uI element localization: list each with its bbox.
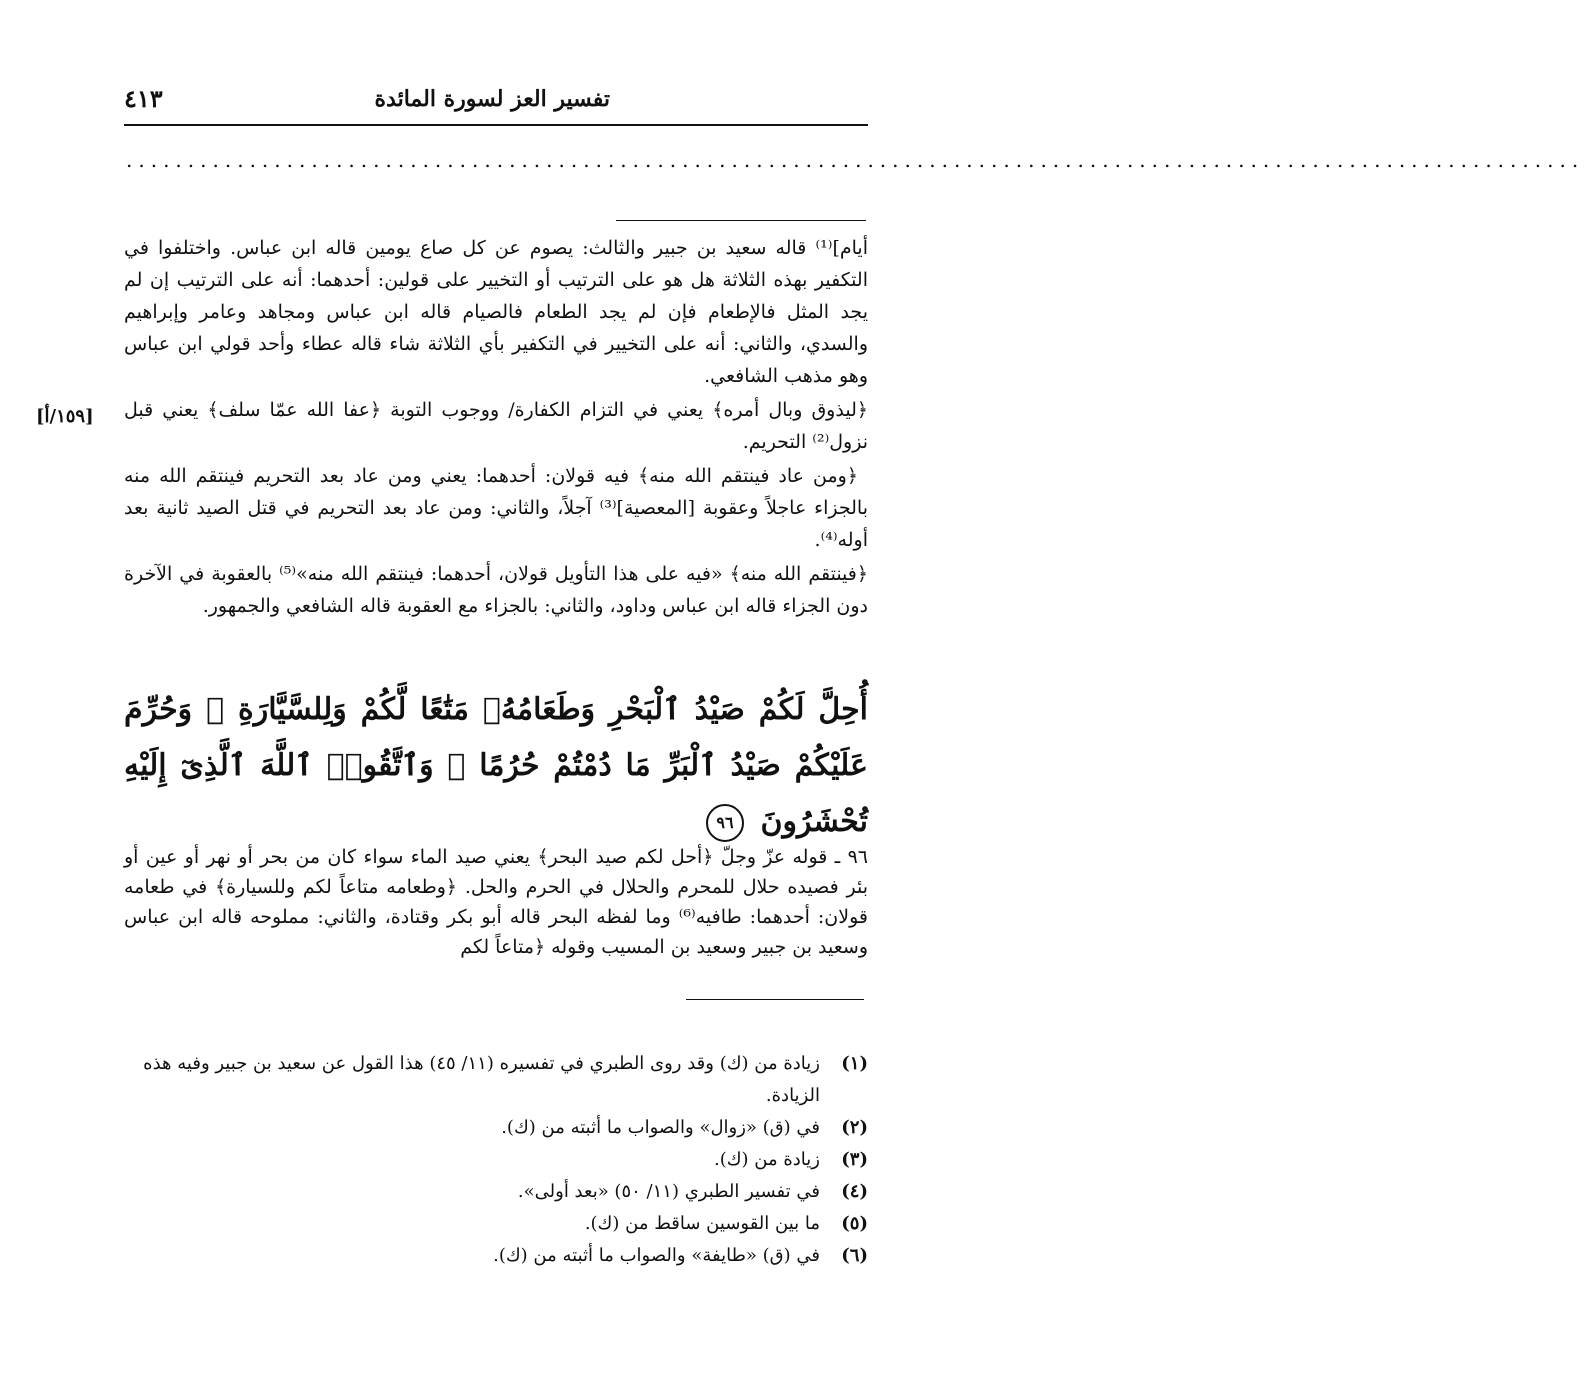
- paragraph: ﴿ليذوق وبال أمره﴾ يعني في التزام الكفارة/ ووجوب التوبة ﴿عفا الله عمّا سلف﴾ يعني قبل نزول⁽²⁾ التحريم.: [124, 399, 868, 453]
- footnote: [124, 1048, 868, 1112]
- footnote: [124, 1240, 868, 1272]
- footnote: [124, 1176, 868, 1208]
- footnote: [124, 1112, 868, 1144]
- paragraph: ﴿فينتقم الله منه﴾ «فيه على هذا التأويل قولان، أحدهما: فينتقم الله منه»⁽⁵⁾ بالعقوبة في الآخرة دون الجزاء قاله ابن عباس وداود، والثاني: بالجزاء مع العقوبة قاله الشافعي والجمهور.: [124, 563, 868, 617]
- paragraph: ﴿ومن عاد فينتقم الله منه﴾ فيه قولان: أحدهما: يعني ومن عاد بعد التحريم فينتقم الله منه بالجزاء عاجلاً وعقوبة [المعصية]⁽³⁾ آجلاً، والثاني: ومن عاد بعد التحريم في قتل الصيد ثانية بعد أوله⁽⁴⁾.: [124, 465, 868, 551]
- footnote: [124, 1144, 868, 1176]
- footnote-text: في (ق) «زوال» والصواب ما أثبته من (ك).: [501, 1117, 820, 1138]
- verse-commentary: ٩٦ ـ قوله عزّ وجلّ ﴿أحل لكم صيد البحر﴾ يعني صيد الماء سواء كان من بحر أو نهر أو عين أو بئر فصيده حلال للمحرم والحلال في الحرم والحل. ﴿وطعامه متاعاً لكم وللسيارة﴾ في طعامه قولان: أحدهما: طافيه⁽⁶⁾ وما لفظه البحر قاله أبو بكر وقتادة، والثاني: مملوحه قاله ابن عباس وسعيد بن جبير وسعيد بن المسيب وقوله ﴿متاعاً لكم: [124, 846, 868, 958]
- page-header: [124, 86, 868, 116]
- footnote-number: (٤): [841, 1181, 868, 1202]
- paragraph: أيام]⁽¹⁾ قاله سعيد بن جبير والثالث: يصوم عن كل صاع يومين قاله ابن عباس. واختلفوا في التكفير بهذه الثلاثة هل هو على الترتيب أو التخيير على قولين: أحدهما: أنه على الترتيب إن لم يجد المثل فالإطعام فإن لم يجد الطعام فالصيام قاله ابن عباس ومجاهد وعامر وإبراهيم والسدي، والثاني: أنه على التخيير في التكفير بأي الثلاثة شاء قاله عطاء وأحد قولي ابن عباس وهو مذهب الشافعي.: [124, 237, 868, 387]
- verse-text: أُحِلَّ لَكُمْ صَيْدُ ٱلْبَحْرِ وَطَعَامُهُۥ مَتَٰعًا لَّكُمْ وَلِلسَّيَّارَةِ ۖ وَحُرِّمَ عَلَيْكُمْ صَيْدُ ٱلْبَرِّ مَا دُمْتُمْ حُرُمًا ۗ وَٱتَّقُوا۟ ٱللَّهَ ٱلَّذِىٓ إِلَيْهِ تُحْشَرُونَ: [124, 692, 868, 839]
- continuation-rule: [616, 220, 866, 221]
- footnote: [124, 1208, 868, 1240]
- footnote-rule: [686, 999, 864, 1000]
- footnote-text: في تفسير الطبري (١١/ ٥٠) «بعد أولى».: [517, 1181, 820, 1202]
- main-text: [124, 232, 868, 624]
- footnote-text: زيادة من (ك) وقد روى الطبري في تفسيره (١١/ ٤٥) هذا القول عن سعيد بن جبير وفيه هذه الزيادة.: [143, 1053, 820, 1106]
- quran-verse: [124, 682, 868, 850]
- footnote-number: (٦): [841, 1245, 868, 1266]
- footnote-number: (١): [841, 1053, 868, 1074]
- verse-number-marker: ٩٦: [706, 804, 744, 842]
- running-title: تفسير العز لسورة المائدة: [374, 86, 610, 112]
- manuscript-folio-note: [١٥٩/أ]: [36, 406, 94, 427]
- footnotes: [124, 1048, 868, 1272]
- footnote-number: (٢): [841, 1117, 868, 1138]
- footnote-text: زيادة من (ك).: [713, 1149, 820, 1170]
- footnote-text: في (ق) «طايفة» والصواب ما أثبته من (ك).: [493, 1245, 820, 1266]
- header-rule: [124, 124, 868, 126]
- footnote-text: ما بين القوسين ساقط من (ك).: [584, 1213, 820, 1234]
- footnote-number: (٥): [841, 1213, 868, 1234]
- footnote-number: (٣): [841, 1149, 868, 1170]
- page-number: ٤١٣: [124, 84, 163, 113]
- dotted-separator: ......................................................................................................................: [126, 148, 1584, 172]
